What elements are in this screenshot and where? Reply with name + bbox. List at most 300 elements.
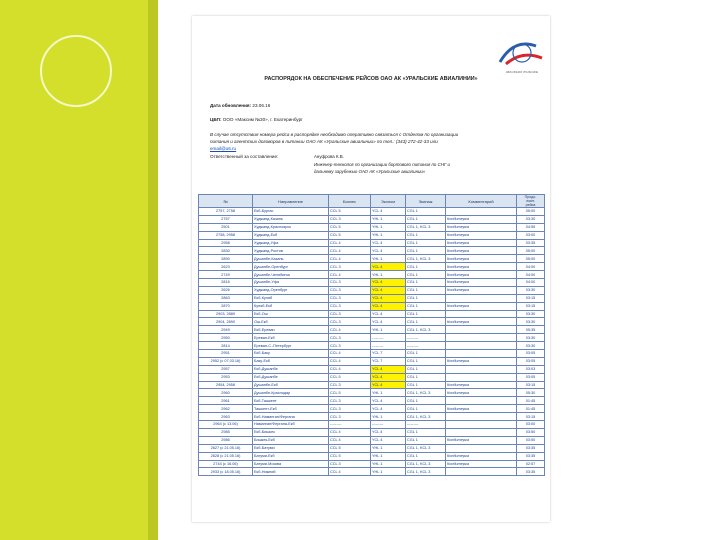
cell-comment: Кондитерка: [446, 263, 517, 271]
table-row: [199, 436, 545, 444]
responsible-role-2: дальнему зарубежью ОАО АК «Уральские авиалинии»: [314, 169, 426, 174]
cell-number: 2960: [199, 389, 253, 397]
cell-number: 2904, 2890: [199, 318, 253, 326]
cell-business: CCL 5: [329, 373, 371, 381]
cell-number: 2961: [199, 397, 253, 405]
cell-crew: CGL 1, KCL 3: [406, 326, 446, 334]
cell-economy: YCL 4: [371, 279, 406, 287]
cell-economy: YHL 1: [371, 223, 406, 231]
document-title: РАСПОРЯДОК НА ОБЕСПЕЧЕНИЕ РЕЙСОВ ОАО АК «УРАЛЬСКИЕ АВИАЛИНИИ»: [264, 76, 478, 82]
cell-crew: CGL 1: [406, 452, 446, 460]
col-header-crew: Экипаж: [406, 195, 446, 208]
cell-direction: Душанбе-Уфа: [253, 279, 329, 287]
cell-comment: Кондитерка: [446, 231, 517, 239]
cell-direction: Куляб-Екб: [253, 302, 329, 310]
cell-crew: CGL 1, KCL 3: [406, 389, 446, 397]
cell-duration: 05:00: [517, 255, 545, 263]
cell-economy: YCL 4: [371, 365, 406, 373]
cell-number: 2744 (с 16.06): [199, 460, 253, 468]
cell-number: 2628 (с 21.05.16): [199, 452, 253, 460]
cell-direction: Наманган/Фергана-Екб: [253, 421, 329, 429]
cell-duration: 03:00: [517, 421, 545, 429]
cell-number: 2814: [199, 342, 253, 350]
cell-comment: Кондитерка: [446, 239, 517, 247]
table-row: [199, 231, 545, 239]
responsible-name: Ануфрова К.В.: [314, 154, 344, 159]
cell-comment: [446, 208, 517, 216]
cell-direction: Душанбе-Краснодар: [253, 389, 329, 397]
cell-duration: 03:03: [517, 365, 545, 373]
col-header-direction: Направление: [253, 195, 329, 208]
cell-business: CCL 3: [329, 294, 371, 302]
cell-business: CCL 5: [329, 444, 371, 452]
cell-comment: Кондитерка: [446, 460, 517, 468]
center-line: [210, 117, 303, 122]
cell-duration: 03:35: [517, 444, 545, 452]
cell-crew: CGL 1, KCL 3: [406, 413, 446, 421]
cell-number: 2962: [199, 405, 253, 413]
cell-number: 2749: [199, 271, 253, 279]
table-row: [199, 389, 545, 397]
cell-comment: [446, 444, 517, 452]
email-link[interactable]: email@u6.ru: [210, 146, 237, 151]
cell-comment: [446, 397, 517, 405]
cell-comment: [446, 468, 517, 476]
cell-direction: Ташкент-Екб: [253, 405, 329, 413]
update-date-value: 23.06.16: [252, 103, 271, 108]
cell-business: CCL 3: [329, 460, 371, 468]
table-row: [199, 286, 545, 294]
cell-direction: Худжанд-Оренбург: [253, 286, 329, 294]
table-row: [199, 350, 545, 358]
table-row: [199, 223, 545, 231]
cell-direction: Ереван-С.-Петербург: [253, 342, 329, 350]
cell-duration: 03:05: [517, 357, 545, 365]
table-row: [199, 310, 545, 318]
cell-duration: 03:30: [517, 215, 545, 223]
cell-comment: [446, 350, 517, 358]
table-row: [199, 255, 545, 263]
cell-crew: CGL 1: [406, 231, 446, 239]
cell-economy: YCL 4: [371, 239, 406, 247]
cell-crew: CGL 1: [406, 436, 446, 444]
table-row: [199, 294, 545, 302]
cell-business: CCL 5: [329, 452, 371, 460]
cell-business: CCL 4: [329, 239, 371, 247]
cell-comment: Кондитерка: [446, 302, 517, 310]
cell-comment: Кондитерка: [446, 271, 517, 279]
cell-number: 2870: [199, 302, 253, 310]
cell-economy: YCL 4: [371, 247, 406, 255]
cell-business: CCL 3: [329, 342, 371, 350]
cell-crew: CGL 1: [406, 373, 446, 381]
cell-crew: CGL 1: [406, 279, 446, 287]
table-row: [199, 421, 545, 429]
cell-economy: YCL 4: [371, 318, 406, 326]
cell-crew: CGL 1: [406, 239, 446, 247]
cell-crew: CGL 1: [406, 294, 446, 302]
cell-crew: CGL 1: [406, 302, 446, 310]
cell-comment: [446, 294, 517, 302]
cell-number: 2954, 2958: [199, 381, 253, 389]
cell-crew: CGL 1: [406, 381, 446, 389]
table-row: [199, 428, 545, 436]
cell-economy: YHL 1: [371, 468, 406, 476]
cell-direction: Екб-Ош: [253, 310, 329, 318]
cell-number: 2626: [199, 286, 253, 294]
cell-duration: 03:30: [517, 286, 545, 294]
table-row: [199, 365, 545, 373]
cell-economy: YCL 4: [371, 294, 406, 302]
cell-number: 2890: [199, 255, 253, 263]
cell-duration: 01:45: [517, 405, 545, 413]
cell-direction: Душанбе-Казань: [253, 255, 329, 263]
cell-economy: YCL 4: [371, 286, 406, 294]
table-row: [199, 279, 545, 287]
cell-comment: [446, 310, 517, 318]
cell-crew: ---------: [406, 342, 446, 350]
cell-economy: YHL 1: [371, 271, 406, 279]
cell-crew: CGL 1: [406, 271, 446, 279]
cell-direction: Екб-Бургас: [253, 208, 329, 216]
cell-comment: Кондитерка: [446, 247, 517, 255]
cell-crew: CGL 1: [406, 208, 446, 216]
table-row: [199, 373, 545, 381]
cell-business: CCL 3: [329, 286, 371, 294]
cell-comment: [446, 326, 517, 334]
cell-direction: Екб-Баку: [253, 350, 329, 358]
cell-duration: 01:45: [517, 397, 545, 405]
cell-number: 2933 (с 18.05.16): [199, 468, 253, 476]
cell-comment: [446, 421, 517, 429]
cell-economy: YCL 4: [371, 436, 406, 444]
cell-crew: CGL 1: [406, 247, 446, 255]
cell-direction: Батуми-Москва: [253, 460, 329, 468]
table-row: [199, 452, 545, 460]
cell-business: CCL 5: [329, 223, 371, 231]
cell-comment: Кондитерка: [446, 389, 517, 397]
cell-comment: Кондитерка: [446, 215, 517, 223]
cell-crew: CGL 1: [406, 350, 446, 358]
cell-duration: 03:15: [517, 413, 545, 421]
cell-number: 2950: [199, 334, 253, 342]
cell-duration: 03:00: [517, 231, 545, 239]
cell-crew: CGL 1: [406, 428, 446, 436]
cell-comment: [446, 373, 517, 381]
cell-crew: CGL 1, KCL 3: [406, 255, 446, 263]
table-row: [199, 318, 545, 326]
cell-comment: Кондитерка: [446, 405, 517, 413]
cell-economy: ---------: [371, 342, 406, 350]
cell-crew: CGL 1: [406, 357, 446, 365]
table-row: [199, 302, 545, 310]
cell-direction: Екб-Душанбе: [253, 373, 329, 381]
cell-direction: Баку-Екб: [253, 357, 329, 365]
notice-line-1: В случае отсутствия номера рейса в распорядке необходимо оперативно связаться с Отделом по организации: [210, 132, 459, 137]
cell-number: 2623: [199, 263, 253, 271]
cell-crew: ---------: [406, 334, 446, 342]
table-row: [199, 263, 545, 271]
cell-duration: 03:05: [517, 350, 545, 358]
table-header-row: [199, 195, 545, 208]
cell-business: CCL 5: [329, 231, 371, 239]
cell-economy: YCL 4: [371, 381, 406, 389]
cell-direction: Худжанд-Екб: [253, 231, 329, 239]
document-page: [192, 16, 550, 522]
col-header-business: Бизнес: [329, 195, 371, 208]
cell-number: 2958: [199, 239, 253, 247]
cell-crew: CGL 1: [406, 365, 446, 373]
cell-duration: 03:35: [517, 452, 545, 460]
cell-number: 2986: [199, 436, 253, 444]
cell-comment: Кондитерка: [446, 286, 517, 294]
cell-business: CCL 3: [329, 263, 371, 271]
cell-business: CCL 3: [329, 302, 371, 310]
cell-crew: CGL 1: [406, 318, 446, 326]
cell-economy: YHL 1: [371, 444, 406, 452]
cell-direction: Екб-Бишкек: [253, 428, 329, 436]
cell-duration: 03:15: [517, 294, 545, 302]
cell-comment: [446, 428, 517, 436]
cell-business: CCL 4: [329, 436, 371, 444]
cell-comment: Кондитерка: [446, 279, 517, 287]
cell-number: 2501: [199, 223, 253, 231]
cell-business: ---------: [329, 421, 371, 429]
cell-number: 2863: [199, 294, 253, 302]
cell-economy: YCL 4: [371, 405, 406, 413]
cell-direction: Екб-Нижний: [253, 468, 329, 476]
cell-duration: 04:55: [517, 223, 545, 231]
cell-number: 2953: [199, 373, 253, 381]
cell-duration: 03:30: [517, 318, 545, 326]
cell-crew: CGL 1, KCL 3: [406, 223, 446, 231]
cell-crew: CGL 1: [406, 310, 446, 318]
cell-economy: ---------: [371, 421, 406, 429]
cell-crew: CGL 1: [406, 215, 446, 223]
cell-economy: YHL 1: [371, 460, 406, 468]
cell-direction: Худжанд-Казань: [253, 215, 329, 223]
cell-economy: YCL 4: [371, 397, 406, 405]
col-header-economy: Эконом: [371, 195, 406, 208]
cell-number: 2964 (с 13.06): [199, 421, 253, 429]
cell-business: CCL 3: [329, 381, 371, 389]
cell-business: CCL 4: [329, 468, 371, 476]
cell-duration: 03:35: [517, 468, 545, 476]
cell-business: CCL 3: [329, 405, 371, 413]
cell-comment: [446, 342, 517, 350]
notice-line-2: питания и агентских договоров в питании ОАО АК «Уральские авиалинии» по тел.: (343) 272-42-33 или: [210, 139, 438, 144]
cell-crew: CGL 1, KCL 3: [406, 468, 446, 476]
decorative-circle: [40, 35, 112, 107]
cell-business: CCL 4: [329, 365, 371, 373]
cell-direction: Екб-Наманган/Фергана: [253, 413, 329, 421]
cell-business: CCL 3: [329, 215, 371, 223]
table-row: [199, 397, 545, 405]
cell-duration: 04:00: [517, 271, 545, 279]
table-row: [199, 381, 545, 389]
cell-direction: Батуми-Екб: [253, 452, 329, 460]
cell-direction: Худжанд-Красноярск: [253, 223, 329, 231]
cell-comment: Кондитерка: [446, 436, 517, 444]
cell-economy: YCL 4: [371, 208, 406, 216]
cell-business: CCL 3: [329, 318, 371, 326]
cell-duration: 03:30: [517, 342, 545, 350]
cell-crew: CGL 1, KCL 3: [406, 460, 446, 468]
cell-economy: YCL 4: [371, 428, 406, 436]
cell-direction: Екб-Батуми: [253, 444, 329, 452]
table-row: [199, 342, 545, 350]
cell-economy: YCL 7: [371, 357, 406, 365]
cell-business: CCL 3: [329, 310, 371, 318]
table-row: [199, 405, 545, 413]
cell-comment: Кондитерка: [446, 452, 517, 460]
cell-duration: 04:00: [517, 279, 545, 287]
cell-direction: Екб-Ереван: [253, 326, 329, 334]
email-line: [210, 146, 236, 151]
center-value: ООО «Максим №30», г. Екатеринбург: [222, 117, 303, 122]
cell-business: CCL 5: [329, 208, 371, 216]
cell-duration: 04:00: [517, 263, 545, 271]
cell-business: CCL 5: [329, 389, 371, 397]
responsible-role-1: Инженер-технолог по организации бортового питания по СНГ и: [314, 162, 450, 167]
cell-crew: CGL 1: [406, 405, 446, 413]
cell-duration: 03:50: [517, 428, 545, 436]
cell-economy: YHL 1: [371, 413, 406, 421]
left-accent-strip: [148, 0, 158, 540]
cell-business: CCL 4: [329, 247, 371, 255]
table-row: [199, 247, 545, 255]
cell-number: 2757, 2758: [199, 208, 253, 216]
table-row: [199, 413, 545, 421]
cell-economy: YHL 1: [371, 231, 406, 239]
cell-direction: Ереван-Екб: [253, 334, 329, 342]
table-row: [199, 460, 545, 468]
responsible-label: Ответственный за составление:: [210, 154, 279, 159]
cell-duration: 05:30: [517, 389, 545, 397]
airline-logo: [492, 36, 550, 74]
col-header-duration: Продо- лжит. рейса: [517, 195, 545, 208]
cell-number: 2816: [199, 279, 253, 287]
cell-economy: YHL 1: [371, 215, 406, 223]
cell-economy: YHL 1: [371, 452, 406, 460]
table-row: [199, 239, 545, 247]
col-header-comment: Комментарий: [446, 195, 517, 208]
cell-crew: CGL 1: [406, 263, 446, 271]
logo-caption: АВИАЛИНИИ УРАЛЬСКИЕ: [505, 71, 539, 74]
cell-number: 2758, 2958: [199, 231, 253, 239]
cell-comment: Кондитерка: [446, 255, 517, 263]
cell-business: CCL 4: [329, 357, 371, 365]
cell-crew: CGL 1: [406, 286, 446, 294]
table-row: [199, 444, 545, 452]
cell-comment: [446, 365, 517, 373]
cell-comment: Кондитерка: [446, 223, 517, 231]
flights-table: [198, 194, 545, 476]
cell-direction: Худжанд-Ростов: [253, 247, 329, 255]
cell-direction: Екб-Ташкент: [253, 397, 329, 405]
cell-direction: Худжанд-Уфа: [253, 239, 329, 247]
cell-duration: 05:00: [517, 208, 545, 216]
cell-comment: [446, 334, 517, 342]
cell-number: 2957: [199, 365, 253, 373]
cell-number: 2830: [199, 247, 253, 255]
table-row: [199, 215, 545, 223]
cell-comment: Кондитерка: [446, 381, 517, 389]
cell-economy: YCL 4: [371, 310, 406, 318]
cell-number: 2985: [199, 428, 253, 436]
table-row: [199, 271, 545, 279]
cell-duration: 03:30: [517, 310, 545, 318]
center-label: ЦБП:: [210, 117, 222, 122]
table-row: [199, 208, 545, 216]
cell-direction: Душанбе-Оренбург: [253, 263, 329, 271]
cell-direction: Екб-Душанбе: [253, 365, 329, 373]
cell-duration: 02:57: [517, 460, 545, 468]
cell-duration: 03:35: [517, 239, 545, 247]
cell-business: CCL 4: [329, 255, 371, 263]
cell-business: CCL 4: [329, 271, 371, 279]
table-row: [199, 468, 545, 476]
cell-crew: CGL 1, KCL 3: [406, 444, 446, 452]
cell-economy: YCL 7: [371, 350, 406, 358]
cell-number: 2951: [199, 350, 253, 358]
cell-duration: 03:05: [517, 373, 545, 381]
cell-number: 2757: [199, 215, 253, 223]
cell-economy: ---------: [371, 334, 406, 342]
cell-direction: Душанбе-Екб: [253, 381, 329, 389]
table-row: [199, 326, 545, 334]
cell-duration: 03:15: [517, 381, 545, 389]
cell-crew: CGL 1: [406, 397, 446, 405]
cell-business: CCL 3: [329, 397, 371, 405]
cell-duration: 05:00: [517, 247, 545, 255]
update-date-label: Дата обновления:: [210, 103, 252, 108]
cell-duration: 03:15: [517, 302, 545, 310]
cell-direction: Душанбе-Челябинск: [253, 271, 329, 279]
cell-number: 2952 (с 07.03.16): [199, 357, 253, 365]
cell-business: CCL 4: [329, 428, 371, 436]
cell-comment: Кондитерка: [446, 357, 517, 365]
cell-direction: Екб-Куляб: [253, 294, 329, 302]
cell-economy: YCL 4: [371, 373, 406, 381]
cell-direction: Ош-Екб: [253, 318, 329, 326]
cell-economy: YCL 4: [371, 302, 406, 310]
cell-direction: Бишкек-Екб: [253, 436, 329, 444]
cell-economy: YHL 1: [371, 389, 406, 397]
update-date-line: [210, 103, 270, 108]
cell-business: CCL 3: [329, 279, 371, 287]
cell-number: 2963: [199, 413, 253, 421]
cell-number: 2627 (с 21.05.16): [199, 444, 253, 452]
cell-business: CCL 3: [329, 334, 371, 342]
col-header-number: №: [199, 195, 253, 208]
table-row: [199, 334, 545, 342]
cell-economy: YHL 1: [371, 255, 406, 263]
cell-duration: 05:35: [517, 326, 545, 334]
cell-business: CCL 3: [329, 413, 371, 421]
cell-number: 2903, 2889: [199, 310, 253, 318]
cell-comment: [446, 413, 517, 421]
cell-economy: YCL 4: [371, 263, 406, 271]
cell-business: CCL 4: [329, 350, 371, 358]
cell-number: 2949: [199, 326, 253, 334]
cell-crew: ---------: [406, 421, 446, 429]
table-row: [199, 357, 545, 365]
cell-business: CCL 4: [329, 326, 371, 334]
airline-logo-icon: [492, 36, 550, 70]
cell-duration: 03:30: [517, 334, 545, 342]
cell-economy: YHL 1: [371, 326, 406, 334]
